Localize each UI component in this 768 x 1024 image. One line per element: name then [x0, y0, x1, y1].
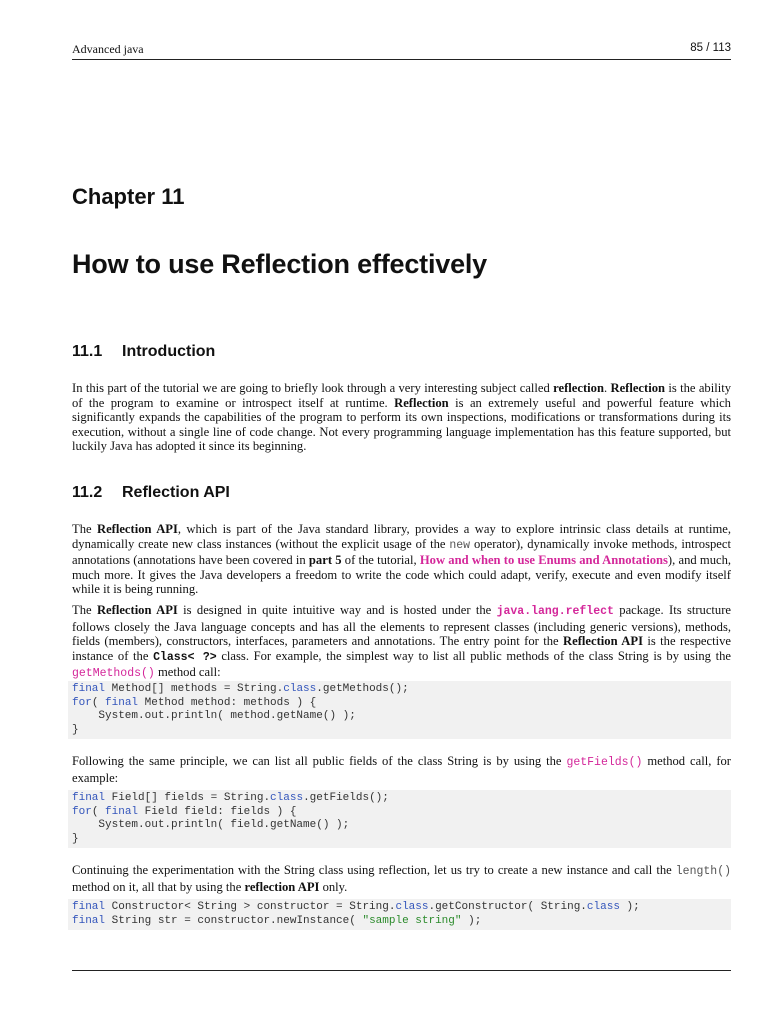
bold-text: Reflection API [96, 603, 178, 617]
paragraph-constructor [72, 863, 731, 894]
text: The [72, 522, 97, 536]
code-block-methods [68, 681, 731, 739]
code-block-constructor [68, 899, 731, 930]
text: only. [319, 879, 348, 894]
code-line: final String str = constructor.newInstance( "sample string" ); [72, 914, 482, 927]
text: . [603, 381, 611, 395]
paragraph-reflection-api-2 [72, 603, 731, 682]
bold-text: reflection [553, 381, 604, 395]
text: operator), dynamically invoke methods, introspect annotations (annotations have been covered in [72, 536, 731, 568]
document-page [72, 0, 731, 1024]
chapter-label: Chapter 11 [72, 184, 185, 209]
text: is the respective instance of the [72, 634, 731, 663]
text: ), and much, much more. It gives the Java developers a freedom to write the code which could adapt, verify, execute and even modify itself while it is being running. [72, 553, 732, 597]
footer-rule [72, 970, 731, 971]
paragraph-fields [72, 754, 731, 785]
bold-text: Reflection [394, 395, 449, 410]
text: of the tutorial, [341, 553, 420, 568]
code-line: System.out.println( field.getName() ); [72, 819, 350, 832]
code-block-fields [68, 790, 731, 848]
inline-code-method: getMethods() [72, 667, 155, 681]
text: class. For example, the simplest way to list all public methods of the class String is by using the [216, 648, 731, 663]
bold-text: Reflection API [96, 522, 178, 536]
section-heading-reflection-api [72, 484, 230, 502]
code-line: for( final Field field: fields ) { [72, 805, 297, 818]
text: In this part of the tutorial we are going to briefly look through a very interesting subject called [72, 381, 554, 395]
section-title: Reflection API [122, 484, 230, 501]
link-enums-annotations[interactable]: How and when to use Enums and Annotations [419, 553, 668, 568]
inline-code-package: java.lang.reflect [496, 605, 614, 618]
code-line: final Method[] methods = String.class.getMethods(); [72, 683, 409, 695]
bold-text: Reflection [610, 381, 666, 395]
text: is the ability of the program to examine or introspect itself at runtime. [72, 381, 732, 410]
inline-code: new [449, 538, 471, 552]
code-line: System.out.println( method.getName() ); [72, 710, 356, 723]
section-heading-introduction [72, 343, 215, 361]
paragraph-reflection-api-1 [72, 522, 731, 597]
text: method call, for example: [72, 754, 732, 785]
text: Continuing the experimentation with the String class using reflection, let us try to create a new instance and call the [72, 863, 676, 877]
section-title: Introduction [122, 343, 216, 360]
section-number: 11.2 [72, 484, 103, 501]
inline-code-class: Class< ?> [153, 650, 217, 664]
bold-text: reflection API [244, 879, 320, 894]
bold-text: Reflection API [563, 634, 643, 649]
inline-code: length() [675, 865, 731, 878]
running-header [72, 41, 731, 60]
text: The [72, 603, 97, 617]
code-line: } [72, 832, 79, 845]
bold-text: part 5 [308, 553, 342, 568]
code-line: final Constructor< String > constructor = String.class.getConstructor( String.class ); [72, 901, 640, 913]
paragraph-intro [72, 381, 731, 454]
text: is an extremely useful and powerful feature which significantly expands the capabilities of the program to perform its own inspections, modifications or transformations during its execution, without a single line of code change. Not every programming language implementation has this feature supported, but luckily Java has adopted it since its beginning. [72, 395, 731, 454]
text: is designed in quite intuitive way and is hosted under the [177, 603, 497, 617]
inline-code-method: getFields() [566, 756, 643, 769]
header-page-number: 85 / 113 [690, 42, 731, 54]
code-line: } [72, 723, 79, 736]
text: method call: [154, 665, 221, 680]
text: Following the same principle, we can list all public fields of the class String is by using the [72, 754, 567, 768]
code-line: for( final Method method: methods ) { [72, 696, 317, 709]
chapter-title: How to use Reflection effectively [72, 249, 487, 279]
text: , which is part of the Java standard library, provides a way to explore intrinsic class details at runtime, dynamically create new class instances (without the explicit usage of the [72, 522, 731, 551]
code-line: final Field[] fields = String.class.getFields(); [72, 792, 389, 804]
section-number: 11.1 [72, 343, 103, 360]
text: package. Its structure follows closely the Java language concepts and has all the elements to represent classes (including generic versions), methods, fields (members), constructors, interfaces, parameters and annotations. The entry point for the [72, 603, 732, 649]
text: method on it, all that by using the [72, 879, 245, 894]
header-book-title: Advanced java [72, 42, 144, 56]
